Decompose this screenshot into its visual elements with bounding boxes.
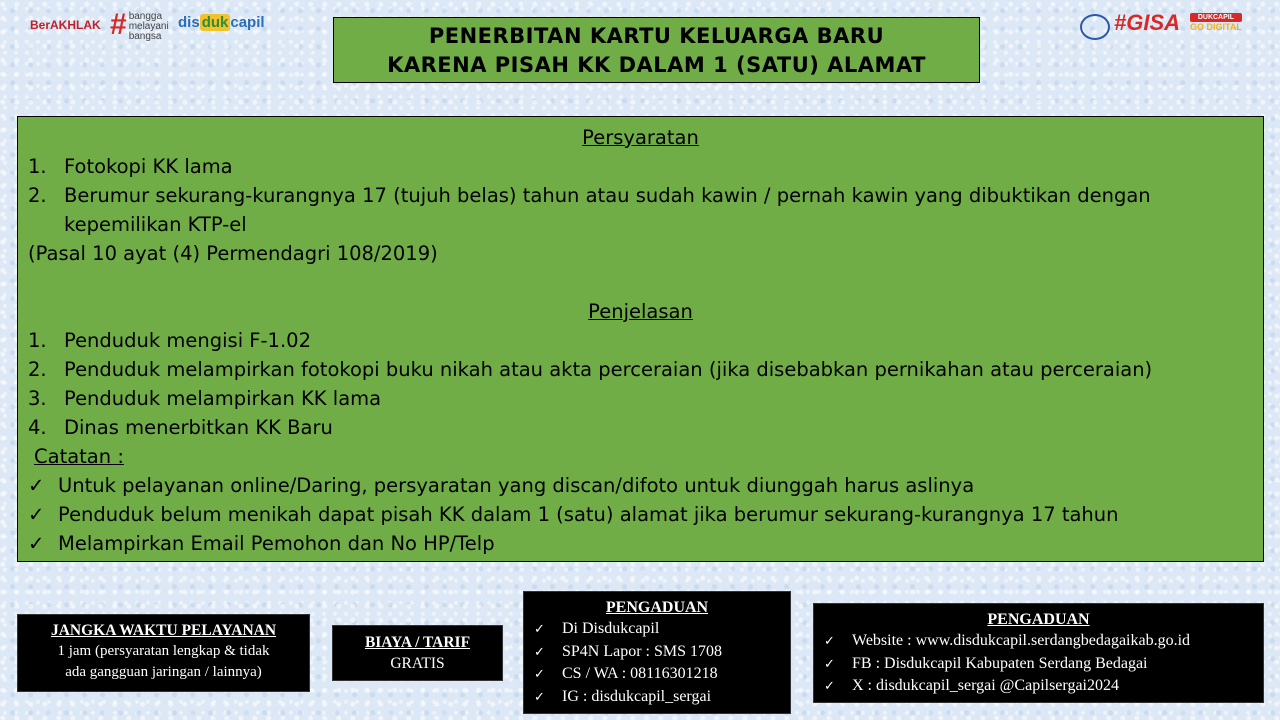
melayani-word: melayani (128, 21, 169, 32)
persyaratan-heading: Persyaratan (582, 126, 699, 149)
checkmark-icon: ✓ (824, 678, 835, 693)
service-time-box (17, 614, 310, 692)
checkmark-icon: ✓ (534, 666, 545, 681)
dukcapil-prima-logo (1080, 14, 1110, 40)
list-text: Dinas menerbitkan KK Baru (64, 416, 333, 439)
list-item (534, 686, 790, 709)
disdukcapil-logo-part2: duk (201, 14, 229, 31)
berakhlak-logo-text: BerAKHLAK (30, 18, 101, 32)
list-item (28, 413, 1253, 442)
list-item (28, 355, 1253, 384)
list-item (28, 471, 1253, 500)
disdukcapil-logo (178, 14, 265, 31)
gisa-logo-text: #GISA (1114, 10, 1181, 35)
x-account-text: X : disdukcapil_sergai @Capilsergai2024 (852, 677, 1119, 694)
list-number: 2. (28, 184, 47, 207)
checkmark-icon: ✓ (534, 643, 545, 659)
penjelasan-heading: Penjelasan (588, 300, 693, 323)
list-text: IG : disdukcapil_sergai (562, 687, 712, 705)
service-time-line-1: 1 jam (persyaratan lengkap & tidak (57, 643, 270, 659)
list-item (28, 152, 1253, 181)
dukcapil-go-digital-logo (1190, 13, 1242, 32)
checkmark-icon: ✓ (28, 474, 45, 497)
list-item (824, 653, 1263, 676)
catatan-heading: Catatan : (34, 445, 124, 468)
facebook-text: FB : Disdukcapil Kabupaten Serdang Bedagai (852, 654, 1148, 672)
page-title (333, 17, 980, 83)
checkmark-icon: ✓ (534, 688, 545, 704)
list-text: Penduduk melampirkan KK lama (64, 387, 382, 410)
checkmark-icon: ✓ (28, 503, 45, 526)
list-text: Untuk pelayanan online/Daring, persyaratan yang discan/difoto untuk diunggah harus aslinya (58, 474, 975, 497)
gisa-logo (1114, 10, 1180, 36)
bangga-word: bangga (128, 11, 163, 22)
list-text: Penduduk belum menikah dapat pisah KK dalam 1 (satu) alamat jika berumur sekurang-kurangnya 17 tahun (58, 503, 1119, 526)
list-number: 1. (28, 329, 47, 352)
dukcapil-logo-text: DUKCAPIL (1190, 13, 1242, 22)
complaint-box-2 (813, 603, 1264, 703)
list-item (824, 675, 1263, 698)
fee-box (332, 625, 503, 681)
list-text: Berumur sekurang-kurangnya 17 (tujuh belas) tahun atau sudah kawin / pernah kawin yang dibuktikan dengan kepemilikan KTP-el (64, 184, 1151, 236)
bangga-melayani-bangsa-logo (110, 10, 169, 42)
list-number: 2. (28, 358, 47, 381)
service-time-heading: JANGKA WAKTU PELAYANAN (50, 622, 277, 639)
hash-icon: # (110, 8, 127, 41)
list-item (28, 529, 1253, 558)
list-item (28, 326, 1253, 355)
list-number: 4. (28, 416, 47, 439)
checkmark-icon: ✓ (824, 655, 835, 671)
regulation-note: (Pasal 10 ayat (4) Permendagri 108/2019) (28, 242, 438, 265)
disdukcapil-logo-part1: dis (178, 14, 200, 31)
service-time-line-2: ada gangguan jaringan / lainnya) (65, 664, 262, 680)
berakhlak-logo (30, 18, 101, 32)
complaint-heading: PENGADUAN (605, 599, 709, 616)
list-text: Fotokopi KK lama (64, 155, 233, 178)
list-item (28, 181, 1253, 239)
complaint-box-1 (523, 591, 791, 714)
disdukcapil-logo-part3: capil (230, 14, 265, 31)
list-item (534, 641, 790, 664)
title-line-2: KARENA PISAH KK DALAM 1 (SATU) ALAMAT (387, 53, 926, 77)
list-text: Penduduk melampirkan fotokopi buku nikah atau akta perceraian (jika disebabkan pernikahan atau perceraian) (64, 358, 1153, 381)
list-item (534, 618, 790, 641)
list-number: 3. (28, 387, 47, 410)
list-text: SP4N Lapor : SMS 1708 (562, 642, 723, 660)
main-content-panel (17, 116, 1264, 562)
website-text: Website : www.disdukcapil.serdangbedagaikab.go.id (852, 632, 1191, 649)
list-item (534, 663, 790, 686)
complaint-heading: PENGADUAN (987, 611, 1090, 628)
fee-heading: BIAYA / TARIF (364, 634, 471, 651)
list-text: Melampirkan Email Pemohon dan No HP/Telp (58, 532, 495, 555)
list-item (28, 500, 1253, 529)
list-item (824, 630, 1263, 653)
bangsa-word: bangsa (128, 31, 162, 42)
list-text: Di Disdukcapil (562, 620, 660, 637)
go-digital-logo-text: GO DIGITAL (1190, 22, 1242, 32)
fee-value: GRATIS (390, 655, 445, 672)
list-text: CS / WA : 08116301218 (562, 665, 718, 682)
checkmark-icon: ✓ (824, 633, 835, 648)
title-line-1: PENERBITAN KARTU KELUARGA BARU (428, 24, 885, 48)
checkmark-icon: ✓ (534, 621, 545, 636)
list-number: 1. (28, 155, 47, 178)
list-item (28, 384, 1253, 413)
checkmark-icon: ✓ (28, 532, 45, 555)
list-text: Penduduk mengisi F-1.02 (64, 329, 311, 352)
